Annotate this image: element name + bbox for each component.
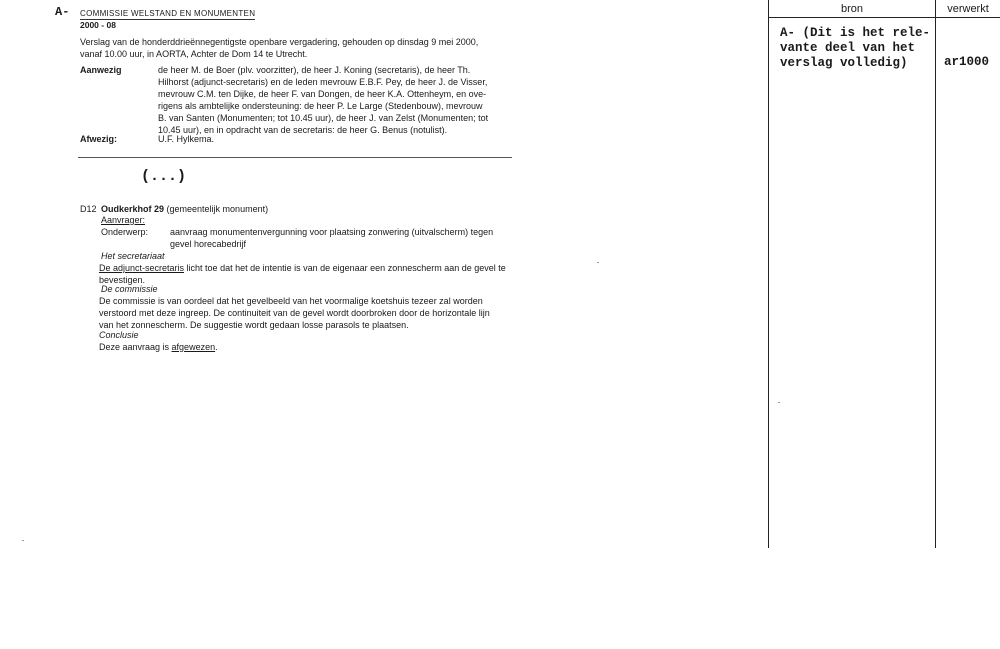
conclusion-text [99, 341, 218, 353]
margin-mark: A- [55, 5, 70, 19]
conclusion-verdict: afgewezen [171, 342, 216, 352]
secretariat-line [99, 262, 534, 274]
secretariat-text [99, 262, 534, 286]
secretariat-subject: De adjunct-secretaris [99, 263, 185, 273]
source-note-line: A- (Dit is het rele- [780, 26, 931, 40]
register-column-border [768, 0, 769, 548]
attendees-text [158, 64, 528, 136]
commission-text [99, 295, 539, 331]
report-header [80, 9, 255, 18]
source-note-line: verslag volledig) [780, 56, 908, 70]
intro-paragraph [80, 36, 520, 60]
register-column-border [935, 0, 936, 548]
register-processed-code: ar1000 [944, 55, 990, 69]
attendees-line: mevrouw C.M. ten Dijke, de heer F. van Dongen, de heer K.A. Ottenheym, en ove- [158, 89, 487, 99]
subject-label: Onderwerp: [101, 227, 149, 237]
intro-line: vanaf 10.00 uur, in AORTA, Achter de Dom 14 te Utrecht. [80, 49, 308, 59]
secretariat-heading: Het secretariaat [101, 251, 165, 261]
separator-line [78, 157, 512, 158]
conclusion-heading: Conclusie [99, 330, 139, 340]
register-source-note [780, 26, 932, 71]
report-number: 2000 - 08 [80, 20, 116, 30]
agenda-item-status: (gemeentelijk monument) [164, 204, 269, 214]
register-header-source: bron [840, 3, 864, 15]
commission-line: van het zonnescherm. De suggestie wordt gedaan losse parasols te plaatsen. [99, 320, 409, 330]
attendees-line: de heer M. de Boer (plv. voorzitter), de heer J. Koning (secretaris), de heer Th. [158, 65, 471, 75]
conclusion-prefix: Deze aanvraag is [99, 342, 172, 352]
intro-line: Verslag van de honderddrieënnegentigste openbare vergadering, gehouden op dinsdag 9 mei 2000, [80, 37, 479, 47]
header-word: WELSTAND [131, 9, 180, 18]
applicant-label: Aanvrager: [101, 215, 146, 225]
scan-speck [22, 540, 24, 541]
agenda-item-code: D12 [80, 204, 97, 214]
conclusion-suffix: . [215, 342, 218, 352]
source-note-line: vante deel van het [780, 41, 916, 55]
commission-heading: De commissie [101, 284, 158, 294]
subject-text [170, 226, 520, 250]
secretariat-rest: licht toe dat het de intentie is van de eigenaar een zonnescherm aan de gevel te [184, 263, 506, 273]
commission-line: verstoord met deze ingreep. De continuiteit van de gevel wordt doorbroken door de horizontale lijn [99, 308, 490, 318]
attendees-label: Aanwezig [80, 65, 122, 75]
agenda-item-address: Oudkerkhof 29 [101, 204, 165, 214]
attendees-line: Hilhorst (adjunct-secretaris) en de leden mevrouw E.B.F. Pey, de heer J. de Visser, [158, 77, 488, 87]
omission-ellipsis: (...) [141, 168, 187, 185]
attendees-line: B. van Santen (Monumenten; tot 10.45 uur), de heer J. van Zelst (Monumenten; tot [158, 113, 489, 123]
attendees-line: 10.45 uur), en in opdracht van de secretaris: de heer G. Benus (notulist). [158, 125, 448, 135]
subject-line: aanvraag monumentenvergunning voor plaatsing zonwering (uitvalscherm) tegen [170, 227, 494, 237]
scan-speck [778, 402, 780, 403]
header-word: COMMISSIE [80, 9, 132, 18]
register-header-processed: verwerkt [947, 3, 989, 15]
header-word: MONUMENTEN [194, 9, 256, 18]
attendees-line: rigens als ambtelijke ondersteuning: de heer P. Le Large (Stedenbouw), mevrouw [158, 101, 483, 111]
subject-line: gevel horecabedrijf [170, 239, 247, 249]
header-word: EN [179, 9, 195, 18]
absent-label: Afwezig: [80, 134, 117, 144]
commission-line: De commissie is van oordeel dat het gevelbeeld van het voormalige koetshuis tezeer zal worden [99, 296, 483, 306]
register-header-rule [769, 17, 1000, 18]
scan-speck [597, 262, 599, 263]
secretariat-line: bevestigen. [99, 275, 146, 285]
absent-text: U.F. Hylkema. [158, 134, 215, 144]
